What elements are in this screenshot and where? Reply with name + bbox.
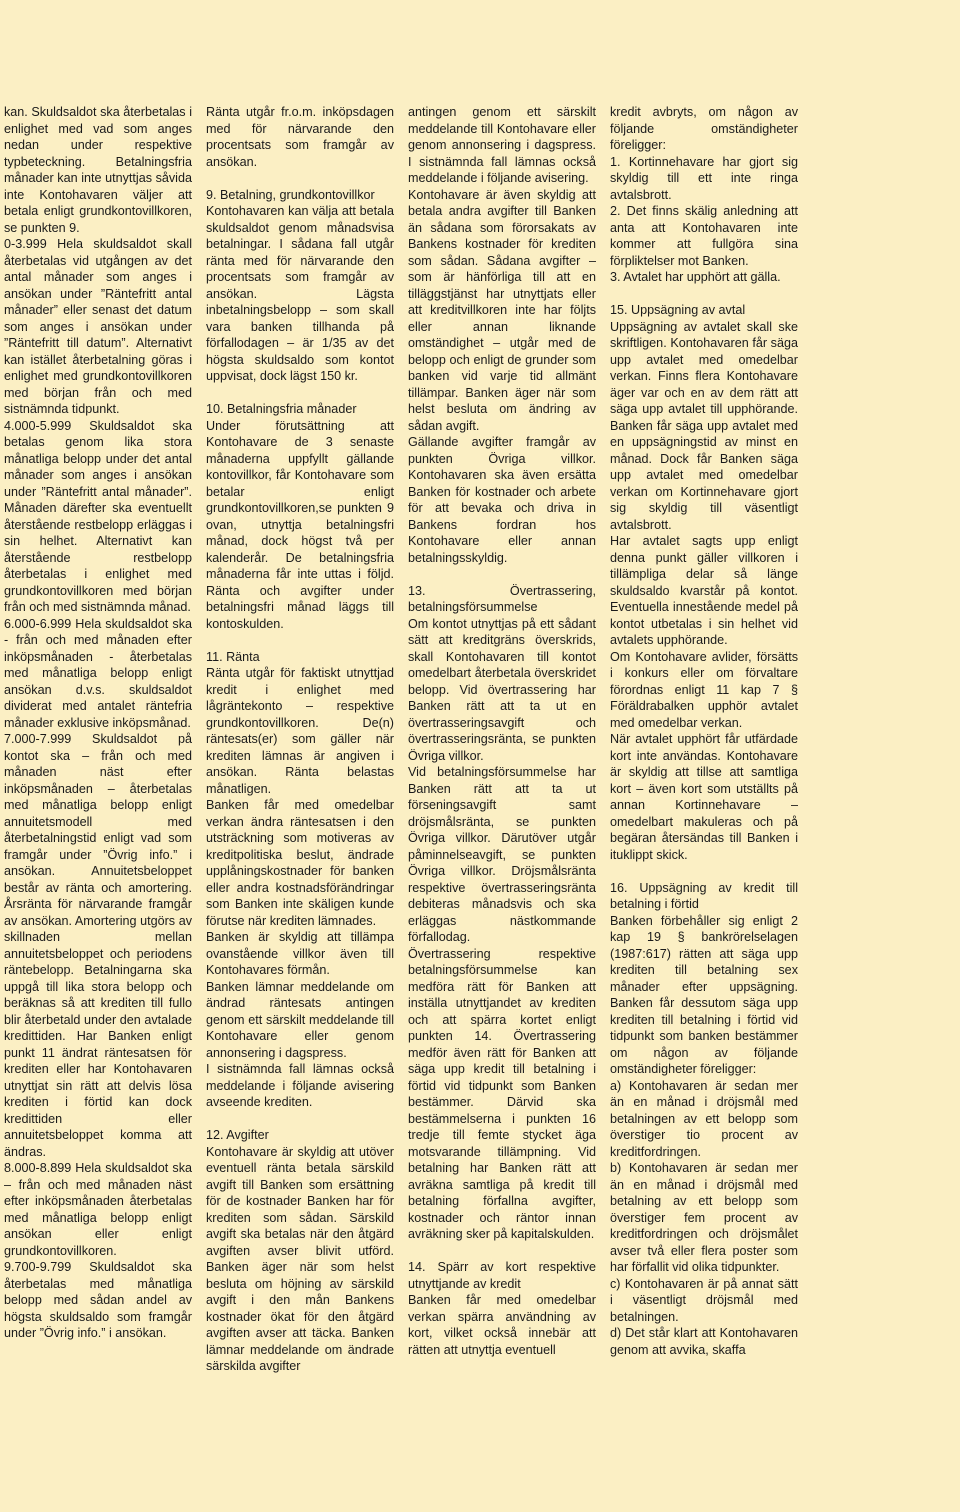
paragraph-spacer (408, 566, 596, 583)
paragraph: Om kontot utnyttjas på ett sådant sätt att kreditgräns överskrids, skall Kontohavaren till kontot omedelbart återbetala överskridet belopp. Vid övertrassering har Banken rätt att ta ut en övertrasseringsavgift och övertrasseringsränta, se punkten Övriga villkor. (408, 616, 596, 763)
paragraph: Gällande avgifter framgår av punkten Övriga villkor. Kontohavaren ska även ersätta Banken för kostnader och arbete för att bevaka och driva in Bankens fordran hos Kontohavare eller annan betalningsskyldig. (408, 435, 596, 565)
paragraph: 1. Kortinnehavare har gjort sig skyldig till ett inte ringa avtalsbrott. (610, 154, 798, 202)
paragraph-spacer (408, 1243, 596, 1260)
paragraph: d) Det står klart att Kontohavaren genom att avvika, skaffa (610, 1326, 798, 1357)
text-columns (4, 104, 798, 1375)
paragraph: 6.000-6.999 Hela skuldsaldot ska - från och med månaden efter inköpsmånaden - återbetalas med månatliga belopp enligt ansökan d.v.s. skuldsaldot dividerat med antalet räntefria månader exklusive inköpsmånad. (4, 616, 192, 730)
paragraph: antingen genom ett särskilt meddelande till Kontohavare eller genom annonsering i dagspress. I sistnämnda fall lämnas också meddelande i följande avisering. (408, 105, 596, 185)
paragraph: Uppsägning av avtalet skall ske skriftligen. Kontohavaren får säga upp avtalet med omedelbar verkan. Finns flera Kontohavare äger var och en av dem rätt att säga upp avtalet till upphörande. Banken får säga upp avtalet med en uppsägningstid av minst en månad. Dock får Banken säga upp avtalet med omedelbar verkan om Kortinnehavare gjort sig skyldig till väsentligt avtalsbrott. (610, 319, 798, 532)
paragraph-spacer (610, 863, 798, 880)
paragraph: När avtalet upphört får utfärdade kort inte användas. Kontohavare är skyldig att tillse att samtliga kort – även kort som utställts på annan Kortinnehavare – omedelbart makuleras och på begäran återsändas till Banken i ituklippt skick. (610, 732, 798, 862)
paragraph: I sistnämnda fall lämnas också meddelande i följande avisering avseende krediten. (206, 1062, 394, 1109)
paragraph: b) Kontohavaren är sedan mer än en månad i dröjsmål med betalning av ett belopp som överstiger fem procent av kreditfordringen och dröjsmålet avser två eller flera poster som har förfallit vid olika tidpunkter. (610, 1161, 798, 1274)
paragraph: Banken lämnar meddelande om ändrad räntesats antingen genom ett särskilt meddelande till Kontohavare eller genom annonsering i dagspress. (206, 979, 394, 1060)
paragraph: a) Kontohavaren är sedan mer än en månad i dröjsmål med betalningen av ett belopp som överstiger tio procent av kreditfordringen. (610, 1078, 798, 1159)
paragraph: kan. Skuldsaldot ska återbetalas i enlighet med vad som anges nedan under respektive typbeteckning. Betalningsfria månader kan inte utnyttjas såvida inte Kontohavaren väljer att betala enligt grundkontovillkoren, se punkten 9. (4, 105, 192, 235)
paragraph: Banken får med omedelbar verkan spärra användning av kort, vilket också innebär att rätten att utnyttja eventuell (408, 1293, 596, 1357)
paragraph-spacer (610, 286, 798, 303)
paragraph: 15. Uppsägning av avtal (610, 303, 746, 317)
paragraph: Vid betalningsförsummelse har Banken rätt att ta ut förseningsavgift samt dröjsmålsränta, se punkten Övriga villkor. Därutöver utgår påminnelseavgift, se punkten Övriga villkor. Dröjsmålsränta respektive övertrasseringsränta debiteras månadsvis och ska erläggas nästkommande förfallodag. (408, 765, 596, 944)
paragraph: Kontohavare är även skyldig att betala andra avgifter till Banken än sådana som förorsakats av Bankens kostnader för krediten som sådan. Sådana avgifter – som är hänförliga till att en tilläggstjänst har utnyttjats eller att kreditvillkoren inte har följts eller annan liknande omständighet – utgår med de belopp och enligt de grunder som banken vid varje tid allmänt tillämpar. Banken äger när som helst besluta om ändring av sådan avgift. (408, 187, 596, 433)
paragraph: Om Kontohavare avlider, försätts i konkurs eller om förvaltare förordnas enligt 11 kap 7 § Föräldrabalken upphör avtalet med omedelbar verkan. (610, 649, 798, 730)
paragraph: 9.700-9.799 Skuldsaldot ska återbetalas med månatliga belopp med sådan andel av högsta skuldsaldo som framgår under ”Övrig info.” i ansökan. (4, 1260, 192, 1340)
paragraph: c) Kontohavaren är på annat sätt i väsentligt dröjsmål med betalningen. (610, 1276, 798, 1324)
text-column-3 (408, 104, 596, 1375)
paragraph: Banken får med omedelbar verkan ändra räntesatsen i den utsträckning som motiveras av kreditpolitiska beslut, ändrade upplåningskostnader för banken eller andra kostnadsförändringar som Banken inte skäligen kunde förutse när krediten lämnades. (206, 798, 394, 928)
paragraph: 16. Uppsägning av kredit till betalning i förtid (610, 880, 798, 911)
paragraph: Ränta utgår fr.o.m. inköpsdagen med för närvarande den procentsats som framgår av ansökan. (206, 105, 394, 169)
paragraph: 9. Betalning, grundkontovillkor (206, 187, 375, 202)
paragraph: Ränta utgår för faktiskt utnyttjad kredit i enlighet med lågräntekonto – respektive grundkontovillkoren. De(n) räntesats(er) som gäller när krediten lämnas är angiven i ansökan. Ränta belastas månatligen. (206, 666, 394, 796)
paragraph: 14. Spärr av kort respektive utnyttjande av kredit (408, 1260, 596, 1291)
paragraph: Kontohavaren kan välja att betala skuldsaldot genom månadsvisa betalningar. I sådana fall utgår ränta med för närvarande den procentsats som framgår av ansökan. Lägsta inbetalningsbelopp – som skall vara banken tillhanda på förfallodagen – är 1/35 av det högsta skuldsaldo som kontot uppvisat, dock lägst 150 kr. (206, 204, 394, 383)
text-column-1 (4, 104, 192, 1375)
paragraph: Har avtalet sagts upp enligt denna punkt gäller villkoren i tillämpliga delar så länge skuldsaldo kvarstår på kontot. Eventuella innestående medel på kontot utbetalas i sin helhet vid avtalets upphörande. (610, 534, 798, 647)
paragraph: Övertrassering respektive betalningsförsummelse kan medföra rätt för Banken att inställa utnyttjandet av krediten och att spärra kortet enligt punkten 14. Övertrassering medför även rätt för Banken att säga upp kredit till betalning i förtid vid tidpunkt som Banken bestämmer. Därvid ska bestämmelserna i punkten 16 tredje till femte stycket äga motsvarande tillämpning. Vid betalning har Banken rätt att avräkna samtliga på kredit till betalning förfallna avgifter, kostnader och räntor innan avräkning sker på kapitalskulden. (408, 946, 596, 1241)
paragraph: Kontohavare är skyldig att utöver eventuell ränta betala särskild avgift till Banken som ersättning för de kostnader Banken har för krediten som sådan. Särskild avgift ska betalas när den åtgärd avgiften avser blivit utförd. Banken äger när som helst besluta om höjning av särskild avgift i den mån Bankens kostnader ökat för den åtgärd avgiften avser att täcka. Banken lämnar meddelande om ändrade särskilda avgifter (206, 1144, 394, 1373)
paragraph: Banken är skyldig att tillämpa ovanstående villkor även till Kontohavares förmån. (206, 930, 394, 977)
paragraph-spacer (206, 632, 394, 649)
paragraph: 11. Ränta (206, 649, 260, 664)
paragraph: 12. Avgifter (206, 1128, 269, 1142)
paragraph-spacer (206, 385, 394, 402)
paragraph: Banken förbehåller sig enligt 2 kap 19 § bankrörelselagen (1987:617) rätten att säga upp krediten till betalning sex månader efter uppsägning. Banken får dessutom säga upp krediten till betalning i förtid vid tidpunkt som banken bestämmer om någon av följande omständigheter föreligger: (610, 913, 798, 1076)
paragraph: 8.000-8.899 Hela skuldsaldot ska – från och med månaden näst efter inköpsmånaden återbetalas med månatliga belopp enligt ansökan eller enligt grundkontovillkoren. (4, 1161, 192, 1258)
paragraph: 4.000-5.999 Skuldsaldot ska betalas genom lika stora månatliga belopp under det antal månader som anges i ansökan under ”Räntefritt antal månader”. Månaden därefter ska eventuellt återstående restbelopp erläggas i sin helhet. Alternativt kan återstående restbelopp återbetalas i enlighet med grundkontovillkoren med början från och med sistnämnda månad. (4, 418, 192, 614)
paragraph: 3. Avtalet har upphört att gälla. (610, 270, 781, 284)
paragraph-spacer (206, 170, 394, 187)
paragraph: 10. Betalningsfria månader (206, 402, 357, 416)
paragraph-spacer (206, 1111, 394, 1128)
paragraph: 13. Övertrassering, betalningsförsummelse (408, 583, 596, 614)
paragraph: kredit avbryts, om någon av följande omständigheter föreligger: (610, 105, 798, 152)
text-column-4 (610, 104, 798, 1375)
paragraph: 0-3.999 Hela skuldsaldot skall återbetalas vid utgången av det antal månader som anges i ansökan under ”Räntefritt antal månader” eller senast det datum som anges i ansökan under ”Räntefritt till datum”. Alternativt kan istället återbetalning göras i enlighet med grundkontovillkoren med början från och med sistnämnda tidpunkt. (4, 237, 192, 416)
paragraph: Under förutsättning att Kontohavare de 3 senaste månaderna uppfyllt gällande kontovillkor, får Kontohavare som betalar enligt grundkontovillkoren,se punkten 9 ovan, utnyttja betalningsfri månad, dock högst två per kalenderår. De betalningsfria månaderna får inte uttas i följd. Ränta och avgifter under betalningsfri månad läggs till kontoskulden. (206, 418, 394, 631)
paragraph: 7.000-7.999 Skuldsaldot på kontot ska – från och med månaden näst efter inköpsmånaden – återbetalas med månatliga belopp enligt annuitetsmodell med återbetalningstid enligt vad som framgår under ”Övrig info.” i ansökan. Annuitetsbeloppet består av ränta och amortering. Årsränta för närvarande framgår av ansökan. Amortering utgörs av skillnaden mellan annuitetsbeloppet och periodens räntebelopp. Betalningarna ska uppgå till lika stora belopp och beräknas så att krediten till fullo blir återbetald under den avtalade kredittiden. Har Banken enligt punkt 11 ändrat räntesatsen för krediten eller har Kontohavaren utnyttjat sin rätt att delvis lösa krediten i förtid kan dock kredittiden eller annuitetsbeloppet komma att ändras. (4, 732, 192, 1159)
paragraph: 2. Det finns skälig anledning att anta att Kontohavaren inte kommer att fullgöra sina förpliktelser mot Banken. (610, 204, 798, 268)
text-column-2 (206, 104, 394, 1375)
